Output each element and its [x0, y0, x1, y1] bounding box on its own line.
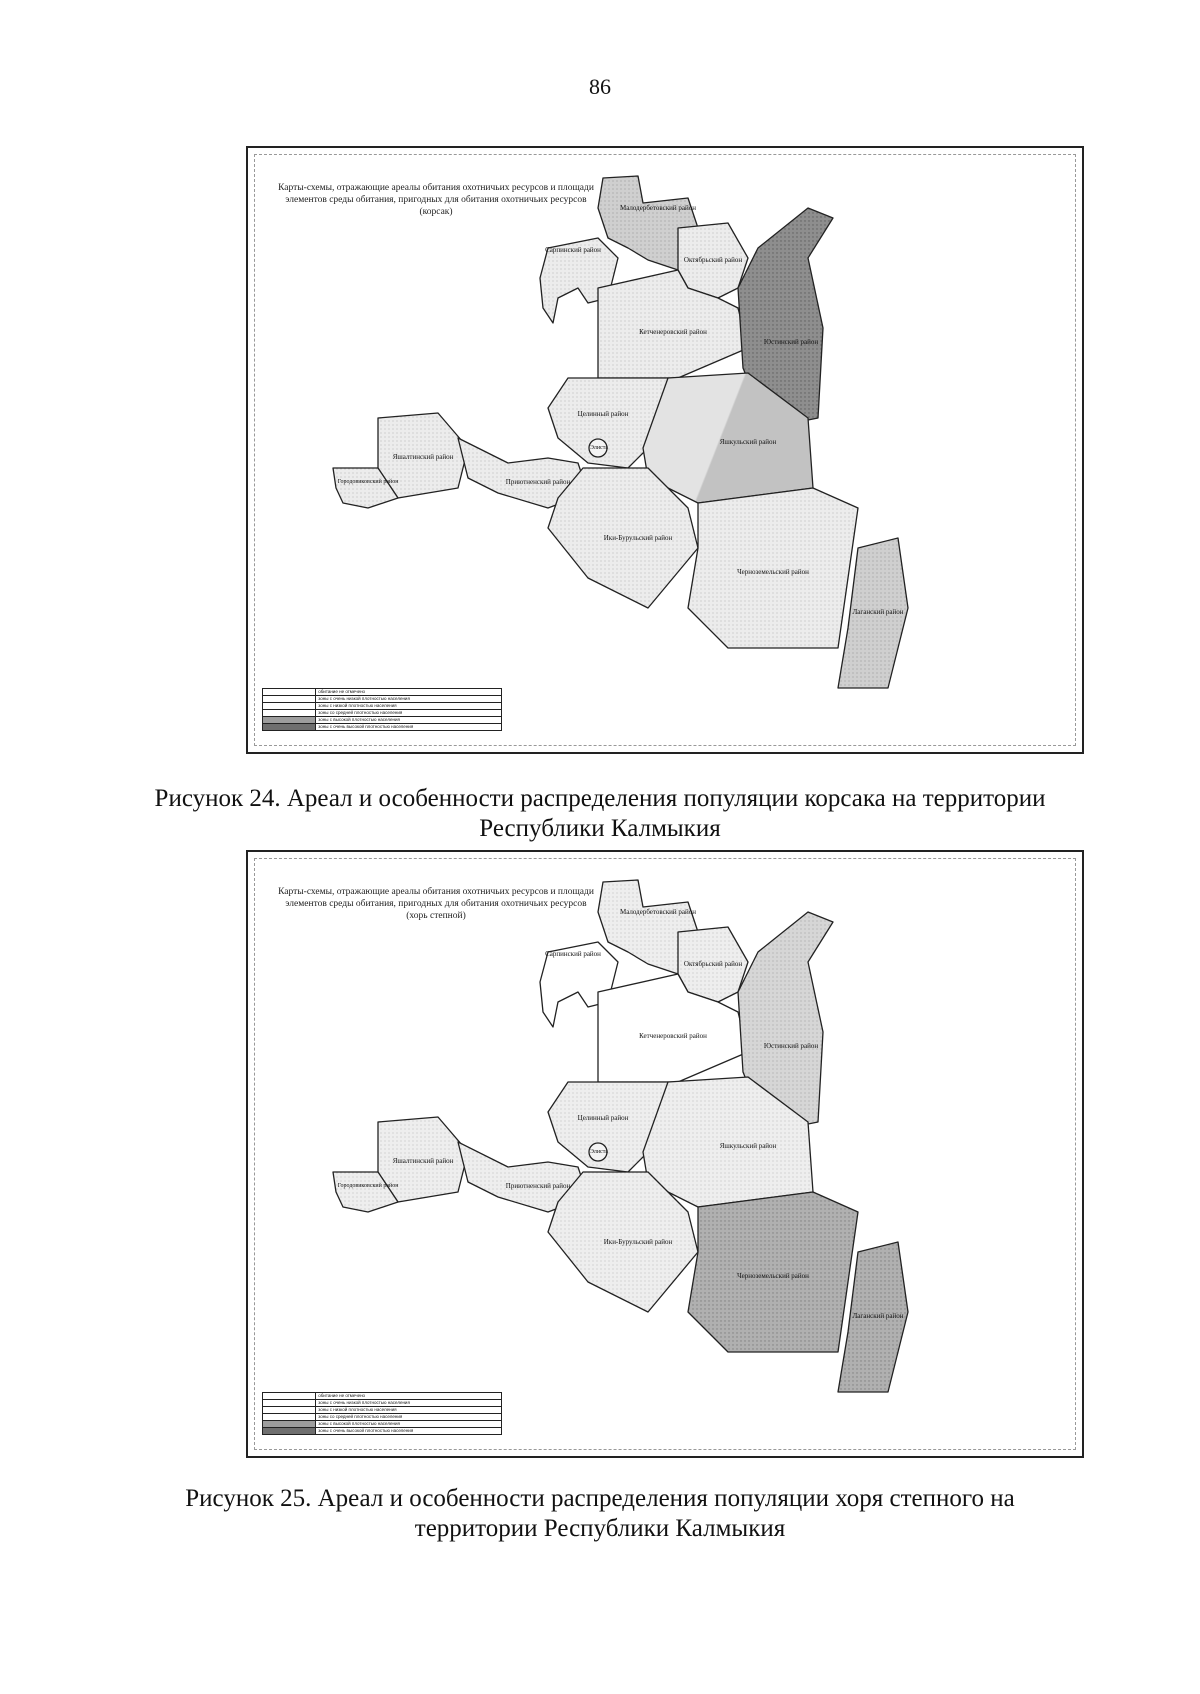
label-ketchener: Кетченеровский район — [639, 1032, 707, 1040]
legend-swatch — [263, 1407, 316, 1414]
map-title: Карты-схемы, отражающие ареалы обитания охотничьих ресурсов и площади элементов среды обитания, пригодных для обитания охотничьих ресурсов (корсак) — [278, 183, 594, 217]
label-yustin: Юстинский район — [763, 338, 819, 346]
legend-label: зоны со средней плотностью населения — [316, 1414, 502, 1421]
legend-label: зоны с высокой плотностью населения — [316, 717, 502, 724]
legend-label: зоны с низкой плотностью населения — [316, 1407, 502, 1414]
label-yashalt: Яшалтинский район — [392, 453, 454, 461]
legend-swatch — [263, 717, 316, 724]
label-iki: Ики-Бурульский район — [603, 534, 673, 542]
legend-swatch — [263, 1400, 316, 1407]
legend-row — [263, 696, 502, 703]
label-lagan: Лаганский район — [852, 608, 904, 616]
legend-label: зоны с очень высокой плотностью населения — [316, 1428, 502, 1435]
legend-label: зоны с очень высокой плотностью населения — [316, 724, 502, 731]
legend-label: зоны с очень низкой плотностью населения — [316, 696, 502, 703]
label-priyutnen: Приютненский район — [505, 1182, 571, 1190]
legend-swatch — [263, 689, 316, 696]
figure-map-khor — [246, 850, 1084, 1458]
label-gorodovik: Городовиковский район — [337, 479, 399, 485]
legend-swatch — [263, 703, 316, 710]
legend-row — [263, 1393, 502, 1400]
legend-row — [263, 1407, 502, 1414]
label-yustin: Юстинский район — [763, 1042, 819, 1050]
label-oktyabr: Октябрьский район — [683, 960, 743, 968]
legend-row — [263, 703, 502, 710]
page-number: 86 — [589, 74, 611, 99]
label-tselin: Целинный район — [577, 410, 629, 418]
legend-table — [262, 688, 502, 731]
legend-row — [263, 717, 502, 724]
legend-row — [263, 1414, 502, 1421]
legend-swatch — [263, 724, 316, 731]
legend-swatch — [263, 1393, 316, 1400]
figure-map-korsak — [246, 146, 1084, 754]
legend-row — [263, 1421, 502, 1428]
legend-label: зоны с высокой плотностью населения — [316, 1421, 502, 1428]
figure-caption: Рисунок 25. Ареал и особенности распределения популяции хоря степного на территории Республики Калмыкия — [185, 1485, 1015, 1542]
legend-label: зоны с низкой плотностью населения — [316, 703, 502, 710]
legend-label: обитание не отмечено — [316, 689, 502, 696]
legend-row — [263, 710, 502, 717]
legend-swatch — [263, 710, 316, 717]
label-chernozem: Черноземельский район — [737, 1272, 809, 1280]
legend-label: зоны с очень низкой плотностью населения — [316, 1400, 502, 1407]
label-ketchener: Кетченеровский район — [639, 328, 707, 336]
label-elista: Элиста — [589, 1149, 609, 1155]
label-yashalt: Яшалтинский район — [392, 1157, 454, 1165]
label-iki: Ики-Бурульский район — [603, 1238, 673, 1246]
label-yashkul: Яшкульский район — [719, 1142, 777, 1150]
legend-table — [262, 1392, 502, 1435]
legend-label: зоны со средней плотностью населения — [316, 710, 502, 717]
label-lagan: Лаганский район — [852, 1312, 904, 1320]
legend-swatch — [263, 1414, 316, 1421]
map-title: Карты-схемы, отражающие ареалы обитания охотничьих ресурсов и площади элементов среды обитания, пригодных для обитания охотничьих ресурсов (хорь степной) — [278, 887, 594, 921]
legend-swatch — [263, 1428, 316, 1435]
label-oktyabr: Октябрьский район — [683, 256, 743, 264]
legend-swatch — [263, 1421, 316, 1428]
label-sarpin: Сарпинский район — [545, 246, 601, 254]
legend-swatch — [263, 696, 316, 703]
label-malodbet: Малодербетовский район — [619, 204, 696, 212]
label-tselin: Целинный район — [577, 1114, 629, 1122]
legend-label: обитание не отмечено — [316, 1393, 502, 1400]
label-priyutnen: Приютненский район — [505, 478, 571, 486]
label-malodbet: Малодербетовский район — [619, 908, 696, 916]
legend-row — [263, 689, 502, 696]
label-chernozem: Черноземельский район — [737, 568, 809, 576]
label-elista: Элиста — [589, 445, 609, 451]
map-korsak-svg — [248, 148, 1082, 752]
legend-row — [263, 724, 502, 731]
legend-row — [263, 1400, 502, 1407]
figure-caption: Рисунок 24. Ареал и особенности распределения популяции корсака на территории Республики Калмыкия — [154, 785, 1046, 842]
label-gorodovik: Городовиковский район — [337, 1183, 399, 1189]
label-sarpin: Сарпинский район — [545, 950, 601, 958]
map-khor-svg — [248, 852, 1082, 1456]
label-yashkul: Яшкульский район — [719, 438, 777, 446]
legend-row — [263, 1428, 502, 1435]
